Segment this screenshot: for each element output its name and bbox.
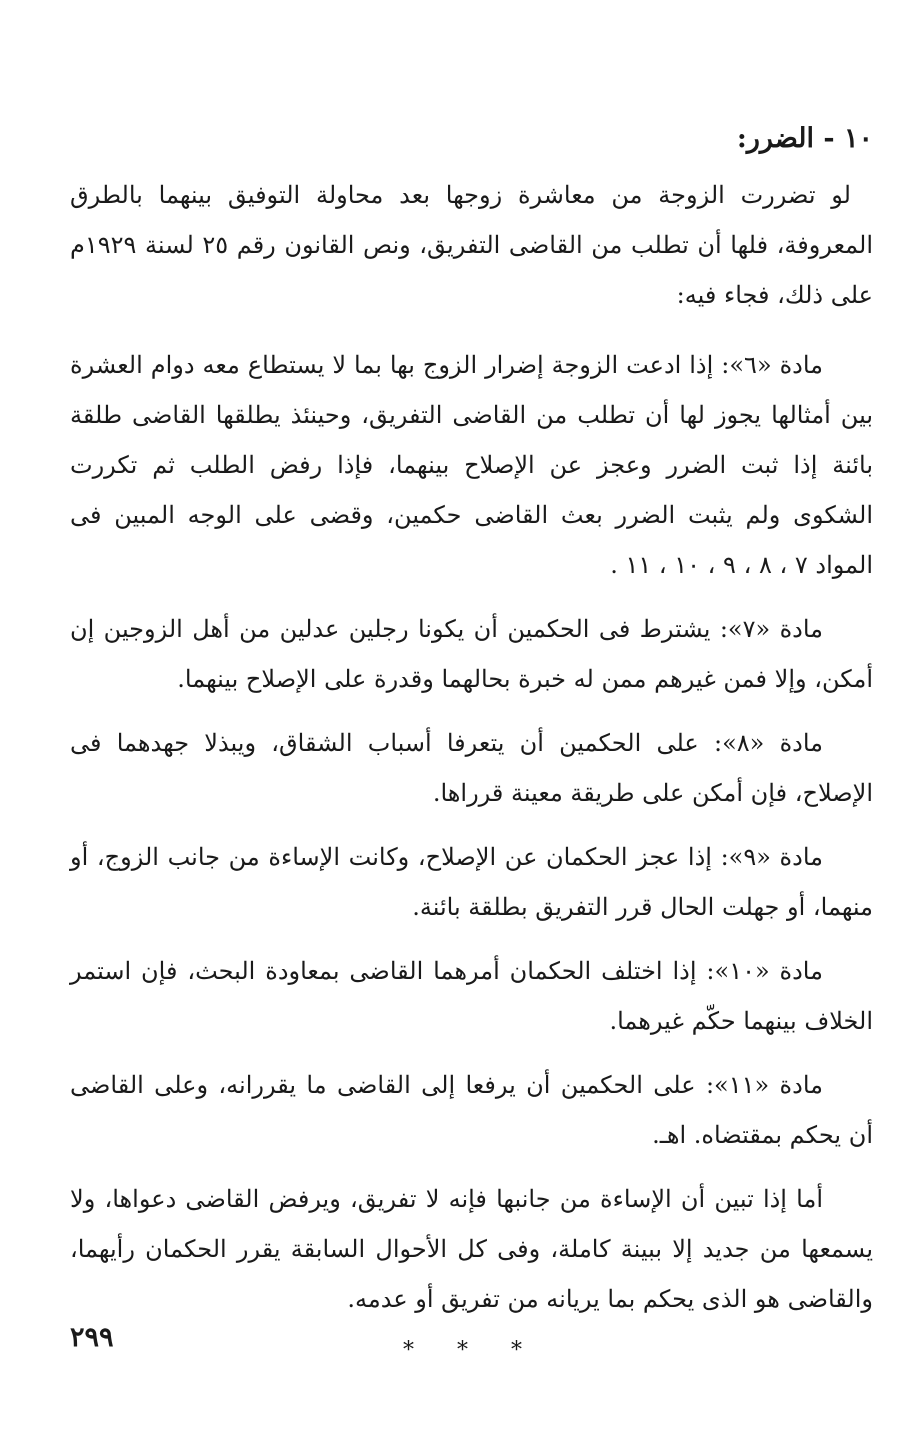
article-label: مادة «١١»: xyxy=(705,1071,823,1099)
article-text: على الحكمين أن يرفعا إلى القاضى ما يقررانه، وعلى القاضى أن يحكم بمقتضاه. اهـ. xyxy=(70,1071,873,1149)
article-text: إذا اختلف الحكمان أمرهما القاضى بمعاودة البحث، فإن استمر الخلاف بينهما حكّم غيرهما. xyxy=(70,957,873,1035)
article-6 xyxy=(70,340,873,590)
article-label: مادة «٩»: xyxy=(720,843,823,871)
article-text: إذا ادعت الزوجة إضرار الزوج بها بما لا يستطاع معه دوام العشرة بين أمثالها يجوز لها أن تطلب من القاضى التفريق، وحينئذ يطلقها القاضى طلقة بائنة إذا ثبت الضرر وعجز عن الإصلاح بينهما، فإذا رفض الطلب ثم تكررت الشكوى ولم يثبت الضرر بعث القاضى حكمين، وقضى على الوجه المبين فى المواد ٧ ، ٨ ، ٩ ، ١٠ ، ١١ . xyxy=(70,351,873,579)
article-label: مادة «٧»: xyxy=(719,615,824,643)
article-text: على الحكمين أن يتعرفا أسباب الشقاق، ويبذلا جهدهما فى الإصلاح، فإن أمكن على طريقة معينة قرراها. xyxy=(70,729,873,807)
section-separator: * * * xyxy=(403,1338,540,1363)
article-7 xyxy=(70,604,873,704)
article-label: مادة «٦»: xyxy=(721,351,824,379)
section-heading: ١٠ - الضرر: xyxy=(736,123,873,154)
article-text: يشترط فى الحكمين أن يكونا رجلين عدلين من أهل الزوجين إن أمكن، وإلا فمن غيرهم ممن له خبرة بحالهما وقدرة على الإصلاح بينهما. xyxy=(70,615,873,693)
article-label: مادة «١٠»: xyxy=(706,957,823,985)
page-number: ٢٩٩ xyxy=(70,1322,114,1353)
article-text: إذا عجز الحكمان عن الإصلاح، وكانت الإساءة من جانب الزوج، أو منهما، أو جهلت الحال قرر التفريق بطلقة بائنة. xyxy=(70,843,873,921)
article-9 xyxy=(70,832,873,932)
article-label: مادة «٨»: xyxy=(713,729,823,757)
article-10 xyxy=(70,946,873,1046)
article-8 xyxy=(70,718,873,818)
closing-paragraph: أما إذا تبين أن الإساءة من جانبها فإنه لا تفريق، ويرفض القاضى دعواها، ولا يسمعها من جديد إلا ببينة كاملة، وفى كل الأحوال السابقة يقرر الحكمان رأيهما، والقاضى هو الذى يحكم بما يريانه من تفريق أو عدمه. xyxy=(70,1185,873,1313)
article-11 xyxy=(70,1060,873,1160)
intro-paragraph: لو تضررت الزوجة من معاشرة زوجها بعد محاولة التوفيق بينهما بالطرق المعروفة، فلها أن تطلب من القاضى التفريق، ونص القانون رقم ٢٥ لسنة ١٩٢٩م على ذلك، فجاء فيه: xyxy=(70,181,873,309)
